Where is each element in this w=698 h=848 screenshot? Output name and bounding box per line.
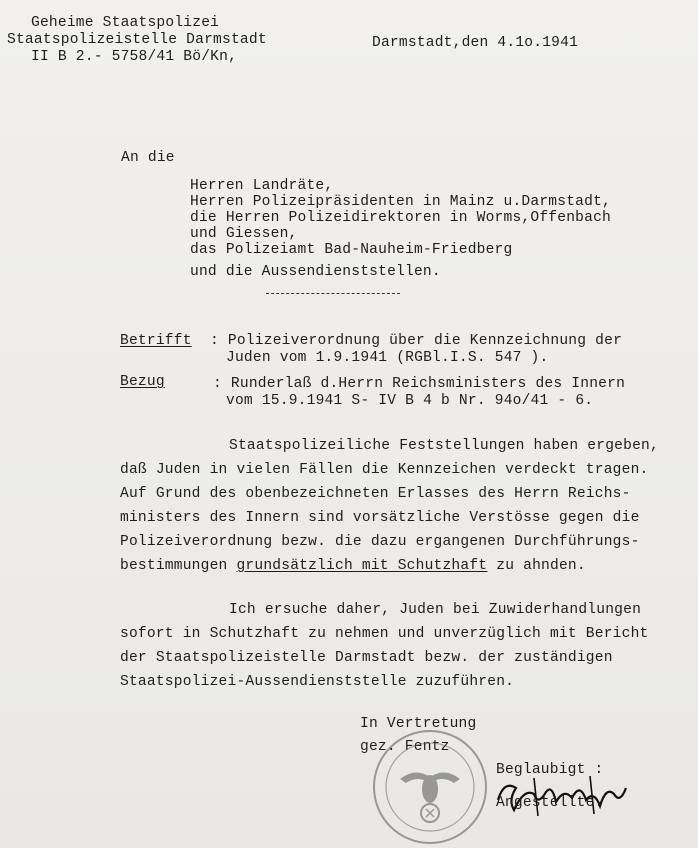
body-line: ministers des Innern sind vorsätzliche Verstösse gegen die	[120, 510, 640, 526]
body-line: Staatspolizeiliche Feststellungen haben ergeben,	[229, 438, 659, 454]
separator-line	[266, 293, 400, 294]
body-line: Staatspolizei-Aussendienststelle zuzuführen.	[120, 674, 515, 690]
recipient-line: und die Aussendienststellen.	[190, 264, 441, 280]
place-date: Darmstadt,den 4.1o.1941	[372, 35, 579, 51]
subject-label: Betrifft	[120, 333, 192, 349]
certification-role: Angestellte.	[496, 795, 604, 811]
subject-line: Juden vom 1.9.1941 (RGBl.I.S. 547 ).	[226, 350, 549, 366]
subject-line: : Polizeiverordnung über die Kennzeichnung der	[210, 333, 623, 349]
office-subname: Staatspolizeistelle Darmstadt	[7, 32, 267, 48]
office-name: Geheime Staatspolizei	[31, 15, 220, 31]
closing-vertretung: In Vertretung	[360, 716, 477, 732]
body-text: bestimmungen	[120, 558, 237, 574]
reference-line: vom 15.9.1941 S- IV B 4 b Nr. 94o/41 - 6.	[226, 393, 594, 409]
emphasized-text: grundsätzlich mit Schutzhaft	[236, 558, 488, 574]
recipient-line: und Giessen,	[190, 226, 298, 242]
body-line: Ich ersuche daher, Juden bei Zuwiderhandlungen	[229, 602, 642, 618]
body-text: zu ahnden.	[487, 558, 586, 574]
recipient-line: Herren Landräte,	[190, 178, 334, 194]
reference-label: Bezug	[120, 374, 165, 390]
reference-line: : Runderlaß d.Herrn Reichsministers des Innern	[213, 376, 626, 392]
body-line: Auf Grund des obenbezeichneten Erlasses des Herrn Reichs-	[120, 486, 631, 502]
recipient-line: die Herren Polizeidirektoren in Worms,Offenbach	[190, 210, 612, 226]
file-reference: II B 2.- 5758/41 Bö/Kn,	[31, 49, 238, 65]
recipient-line: Herren Polizeipräsidenten in Mainz u.Darmstadt,	[190, 194, 612, 210]
recipients-intro: An die	[121, 150, 175, 166]
body-line: sofort in Schutzhaft zu nehmen und unverzüglich mit Bericht	[120, 626, 649, 642]
body-line: daß Juden in vielen Fällen die Kennzeichen verdeckt tragen.	[120, 462, 649, 478]
official-stamp-icon	[370, 727, 490, 847]
body-line-emphasis	[120, 558, 586, 574]
body-line: Polizeiverordnung bezw. die dazu ergangenen Durchführungs-	[120, 534, 640, 550]
recipient-line: das Polizeiamt Bad-Nauheim-Friedberg	[190, 242, 513, 258]
closing-signed-name: gez. Fentz	[360, 739, 450, 755]
certification-label: Beglaubigt :	[496, 762, 604, 778]
body-line: der Staatspolizeistelle Darmstadt bezw. der zuständigen	[120, 650, 613, 666]
